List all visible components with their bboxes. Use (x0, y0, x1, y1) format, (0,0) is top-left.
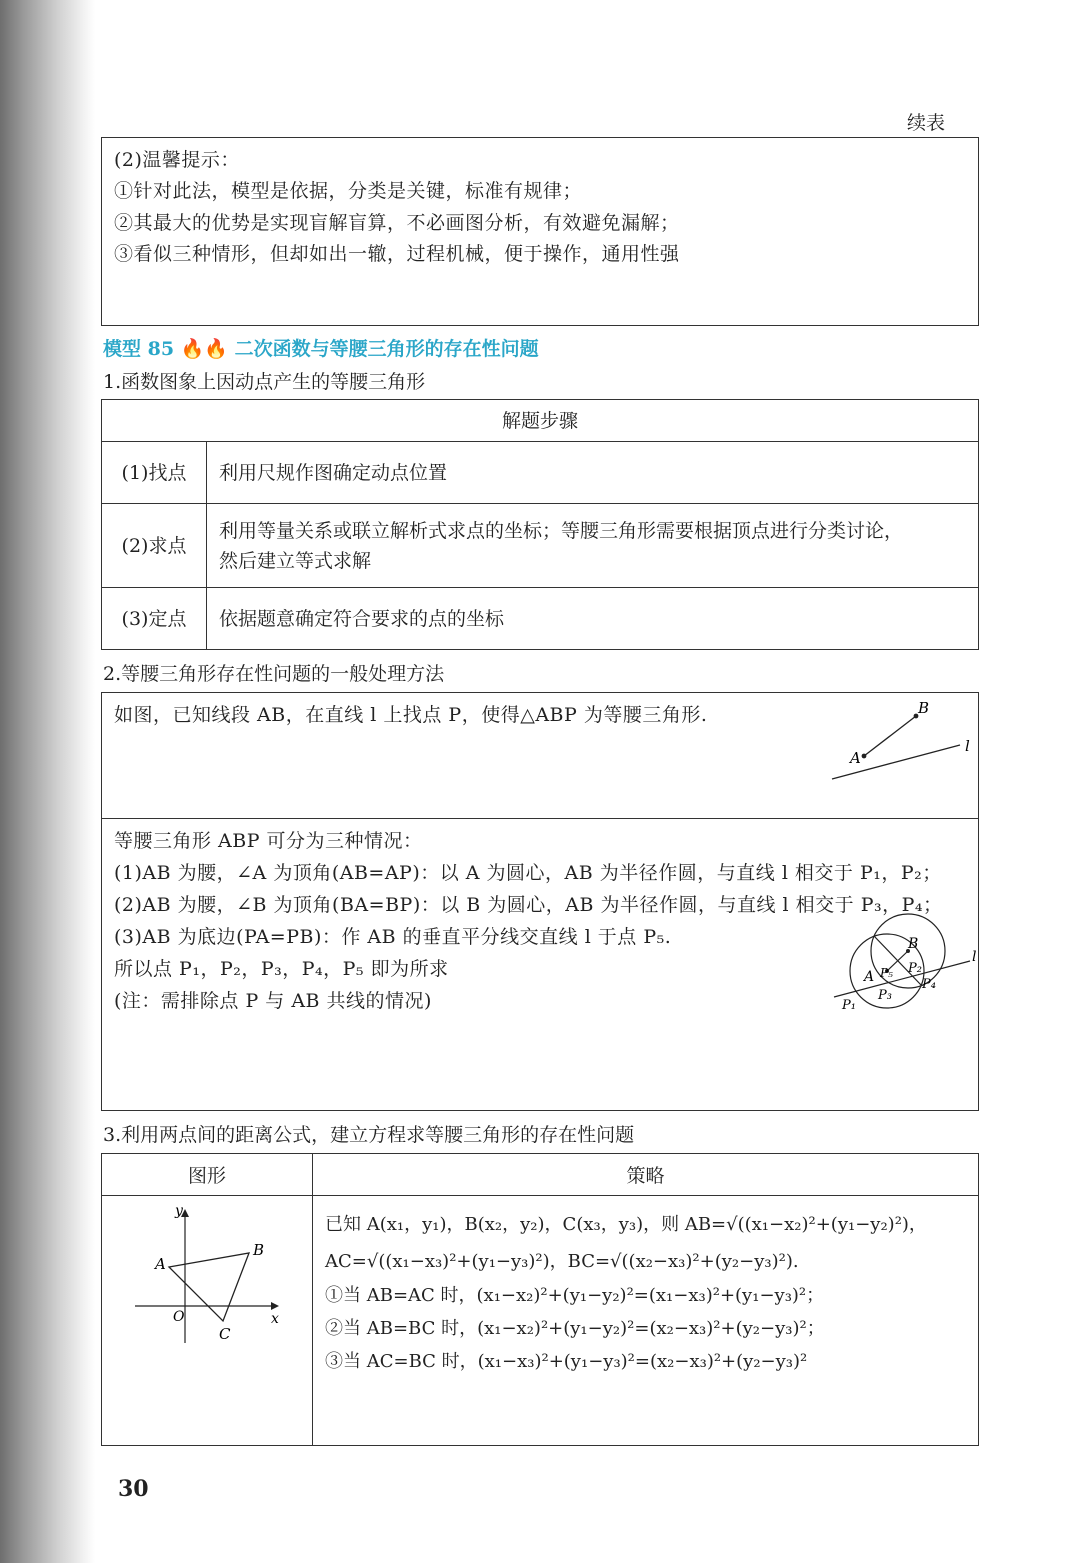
step-desc: 利用尺规作图确定动点位置 (207, 442, 979, 504)
fig2-label-p3: P₃ (878, 988, 892, 1003)
model-heading (103, 334, 539, 361)
axis-label-x: x (271, 1311, 279, 1327)
coordinate-figure (103, 1201, 303, 1351)
table-row (102, 588, 979, 650)
fig2-label-p4: P₄ (922, 977, 936, 992)
page-binding-shadow (0, 0, 95, 1563)
tips-line-3: ③看似三种情形，但却如出一辙，过程机械，便于操作，通用性强 (114, 243, 680, 265)
cases-conclusion: 所以点 P₁，P₂，P₃，P₄，P₅ 即为所求 (114, 958, 449, 980)
strategy-line-4: ②当 AB=BC 时，(x₁−x₂)²+(y₁−y₂)²=(x₂−x₃)²+(y₂−y₃)²； (325, 1318, 825, 1339)
step-desc: 依据题意确定符合要求的点的坐标 (207, 588, 979, 650)
section3-title: 3.利用两点间的距离公式，建立方程求等腰三角形的存在性问题 (103, 1124, 635, 1146)
col-strategy-header: 策略 (313, 1154, 979, 1196)
strategy-line-1: 已知 A(x₁，y₁)，B(x₂，y₂)，C(x₃，y₃)，则 AB=√((x₁−x₂)²+(y₁−y₂)²)， (325, 1214, 927, 1235)
circles-figure (822, 901, 982, 1011)
section2-title: 2.等腰三角形存在性问题的一般处理方法 (103, 663, 445, 685)
step-label: (2)求点 (102, 504, 207, 588)
page-number: 30 (118, 1476, 149, 1502)
method-divider (102, 818, 978, 819)
section1-title: 1.函数图象上因动点产生的等腰三角形 (103, 371, 426, 393)
segment-ab-figure (820, 697, 980, 797)
step-label: (3)定点 (102, 588, 207, 650)
strategy-line-2: AC=√((x₁−x₃)²+(y₁−y₃)²)，BC=√((x₂−x₃)²+(y₂−y₃)²). (325, 1251, 799, 1272)
problem-statement: 如图，已知线段 AB，在直线 l 上找点 P，使得△ABP 为等腰三角形. (114, 704, 708, 726)
case-1: (1)AB 为腰，∠A 为顶角(AB=AP)：以 A 为圆心，AB 为半径作圆，与直线 l 相交于 P₁，P₂； (114, 862, 942, 884)
fig2-label-p2: P₂ (908, 961, 922, 976)
fig2-label-p1: P₁ (842, 998, 856, 1011)
fig1-label-a: A (850, 749, 861, 767)
strategy-cell (313, 1196, 979, 1446)
col-figure-header: 图形 (102, 1154, 313, 1196)
step-label: (1)找点 (102, 442, 207, 504)
axis-label-y: y (175, 1203, 183, 1219)
cases-intro: 等腰三角形 ABP 可分为三种情况： (114, 830, 423, 852)
fig1-label-l: l (965, 737, 970, 755)
strategy-table (101, 1153, 979, 1446)
table-row (102, 442, 979, 504)
continued-label: 续表 (906, 112, 945, 134)
flame-icon: 🔥🔥 (180, 338, 229, 360)
fig2-label-p5: P₅ (880, 966, 893, 980)
tips-line-2: ②其最大的优势是实现盲解盲算，不必画图分析，有效避免漏解； (114, 212, 680, 234)
steps-table (101, 399, 979, 650)
tips-title: (2)温馨提示： (114, 149, 240, 171)
strategy-line-3: ①当 AB=AC 时，(x₁−x₂)²+(y₁−y₂)²=(x₁−x₃)²+(y₁−y₃)²； (325, 1285, 825, 1306)
table-row (102, 1196, 979, 1446)
method-box (101, 692, 979, 1111)
step-desc-cont: 然后建立等式求解 (219, 549, 372, 572)
point-label-c: C (219, 1325, 231, 1343)
table-row (102, 504, 979, 588)
model-title: 二次函数与等腰三角形的存在性问题 (234, 338, 539, 360)
point-label-b: B (253, 1241, 265, 1259)
tips-box (101, 137, 979, 326)
model-label: 模型 85 (103, 338, 175, 360)
case-3: (3)AB 为底边(PA=PB)：作 AB 的垂直平分线交直线 l 于点 P₅. (114, 926, 672, 948)
fig2-label-a: A (864, 969, 875, 985)
point-label-a: A (155, 1255, 166, 1273)
strategy-line-5: ③当 AC=BC 时，(x₁−x₃)²+(y₁−y₃)²=(x₂−x₃)²+(y₂−y₃)² (325, 1351, 808, 1372)
step-desc: 利用等量关系或联立解析式求点的坐标；等腰三角形需要根据顶点进行分类讨论， (219, 519, 904, 542)
fig2-label-b: B (908, 936, 919, 952)
steps-table-header: 解题步骤 (102, 400, 979, 442)
origin-label: O (173, 1309, 185, 1325)
tips-line-1: ①针对此法，模型是依据，分类是关键，标准有规律； (114, 180, 583, 202)
cases-note: (注：需排除点 P 与 AB 共线的情况) (114, 990, 432, 1012)
fig1-label-b: B (918, 699, 930, 717)
coordinate-figure-cell (102, 1196, 313, 1446)
fig2-label-l: l (972, 949, 977, 965)
step-desc-cell (207, 504, 979, 588)
case-2: (2)AB 为腰，∠B 为顶角(BA=BP)：以 B 为圆心，AB 为半径作圆，与直线 l 相交于 P₃，P₄； (114, 894, 943, 916)
